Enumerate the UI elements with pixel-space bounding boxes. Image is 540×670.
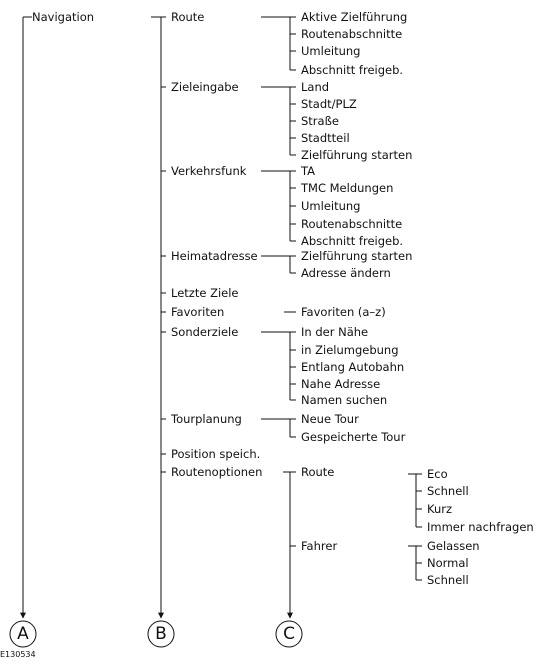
tree-node-c25: Route <box>301 465 335 479</box>
tree-node-root: Navigation <box>32 10 95 24</box>
tree-node-c12: Umleitung <box>301 199 361 213</box>
tree-node-d7: Schnell <box>427 573 469 587</box>
tree-node-b1: Route <box>171 10 205 24</box>
tree-node-c4: Abschnitt freigeb. <box>301 63 404 77</box>
tree-node-b6: Favoriten <box>171 305 225 319</box>
tree-node-d2: Schnell <box>427 484 469 498</box>
tree-node-c2: Routenabschnitte <box>301 27 403 41</box>
tree-node-c26: Fahrer <box>301 539 338 553</box>
tree-node-c5: Land <box>301 80 330 94</box>
connector-label-c: C <box>283 624 295 644</box>
tree-node-b9: Position speich. <box>171 447 261 461</box>
tree-node-b7: Sonderziele <box>171 325 239 339</box>
tree-node-c17: Favoriten (a–z) <box>301 305 386 319</box>
tree-node-c9: Zielführung starten <box>301 148 413 162</box>
tree-node-d5: Gelassen <box>427 539 480 553</box>
tree-node-b2: Zieleingabe <box>171 80 239 94</box>
tree-node-c8: Stadtteil <box>301 131 350 145</box>
tree-node-c16: Adresse ändern <box>301 266 391 280</box>
tree-node-d4: Immer nachfragen <box>427 520 534 534</box>
tree-node-c19: in Zielumgebung <box>301 343 399 357</box>
image-code: E130534 <box>0 650 36 659</box>
tree-node-b3: Verkehrsfunk <box>171 164 247 178</box>
connector-label-b: B <box>155 624 167 644</box>
tree-node-c3: Umleitung <box>301 44 361 58</box>
tree-node-c13: Routenabschnitte <box>301 217 403 231</box>
tree-node-c18: In der Nähe <box>301 325 369 339</box>
tree-node-b4: Heimatadresse <box>171 249 258 263</box>
tree-node-c1: Aktive Zielführung <box>301 10 408 24</box>
tree-node-c24: Gespeicherte Tour <box>301 430 406 444</box>
tree-node-c14: Abschnitt freigeb. <box>301 234 404 248</box>
tree-node-c6: Stadt/PLZ <box>301 97 357 111</box>
tree-node-d3: Kurz <box>427 502 453 516</box>
tree-node-c21: Nahe Adresse <box>301 377 381 391</box>
tree-node-c10: TA <box>301 164 315 178</box>
tree-node-c15: Zielführung starten <box>301 249 413 263</box>
tree-node-c20: Entlang Autobahn <box>301 360 405 374</box>
tree-node-c7: Straße <box>301 114 339 128</box>
tree-node-c11: TMC Meldungen <box>301 181 394 195</box>
tree-node-d1: Eco <box>427 467 448 481</box>
tree-node-d6: Normal <box>427 556 469 570</box>
tree-node-c23: Neue Tour <box>301 412 359 426</box>
tree-node-b10: Routenoptionen <box>171 465 263 479</box>
tree-node-c22: Namen suchen <box>301 393 388 407</box>
connector-label-a: A <box>17 624 29 644</box>
tree-node-b5: Letzte Ziele <box>171 286 239 300</box>
tree-node-b8: Tourplanung <box>171 412 242 426</box>
